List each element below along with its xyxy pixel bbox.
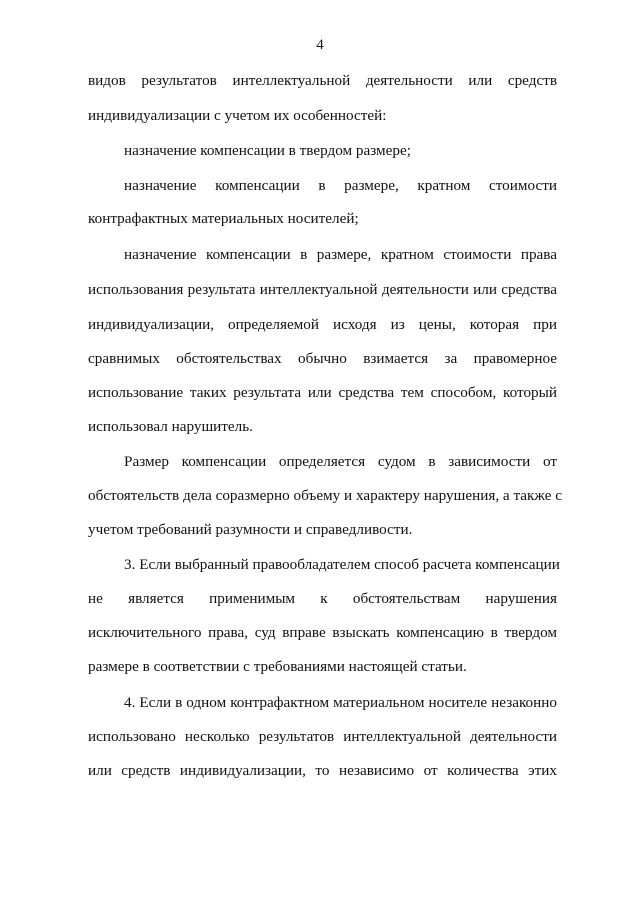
text-line: индивидуализации с учетом их особенностей: xyxy=(88,107,387,124)
text-line: или средств индивидуализации, то независимо от количества этих xyxy=(88,762,557,779)
text-line: назначение компенсации в твердом размере; xyxy=(124,142,411,159)
text-line: сравнимых обстоятельствах обычно взимается за правомерное xyxy=(88,350,557,367)
text-line: не является применимым к обстоятельствам нарушения xyxy=(88,590,557,607)
text-line: использовано несколько результатов интеллектуальной деятельности xyxy=(88,728,557,745)
text-line: назначение компенсации в размере, кратном стоимости xyxy=(124,177,557,194)
text-line: 4. Если в одном контрафактном материальном носителе незаконно xyxy=(124,694,557,711)
text-line: обстоятельств дела соразмерно объему и характеру нарушения, а также с xyxy=(88,487,562,504)
text-line: использование таких результата или средства тем способом, который xyxy=(88,384,557,401)
text-line: назначение компенсации в размере, кратном стоимости права xyxy=(124,246,557,263)
text-line: учетом требований разумности и справедливости. xyxy=(88,521,413,538)
text-line: размере в соответствии с требованиями настоящей статьи. xyxy=(88,658,467,675)
text-line: 3. Если выбранный правообладателем способ расчета компенсации xyxy=(124,556,560,573)
text-line: использовал нарушитель. xyxy=(88,418,253,435)
text-line: исключительного права, суд вправе взыскать компенсацию в твердом xyxy=(88,624,557,641)
text-line: использования результата интеллектуальной деятельности или средства xyxy=(88,281,557,298)
text-line: видов результатов интеллектуальной деятельности или средств xyxy=(88,72,557,89)
text-line: контрафактных материальных носителей; xyxy=(88,210,359,227)
page-number: 4 xyxy=(316,37,324,53)
text-line: Размер компенсации определяется судом в зависимости от xyxy=(124,453,557,470)
text-line: индивидуализации, определяемой исходя из цены, которая при xyxy=(88,316,557,333)
